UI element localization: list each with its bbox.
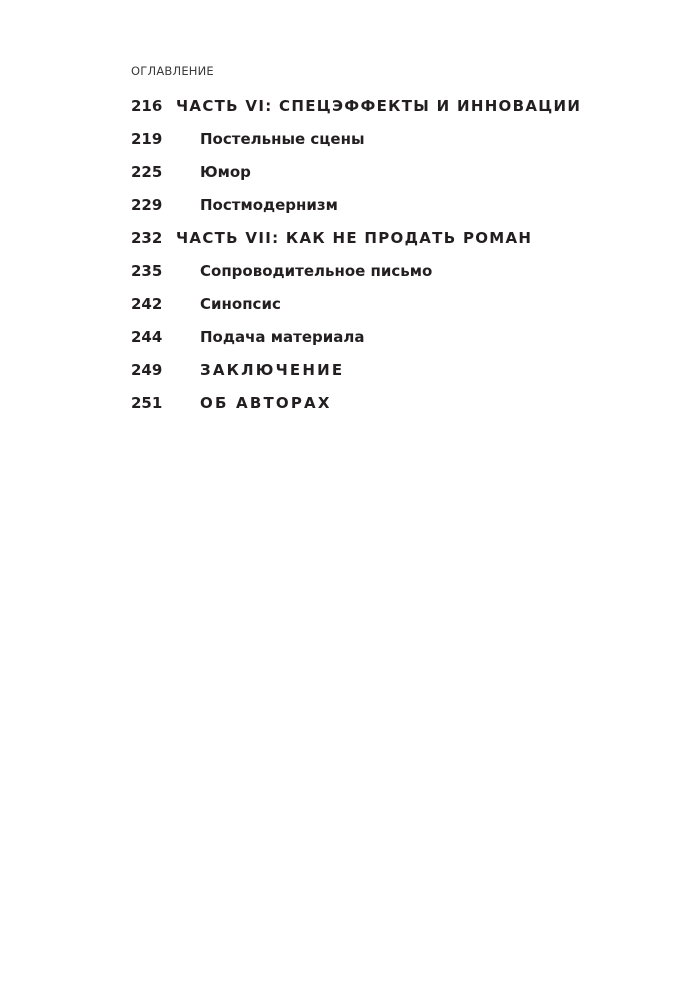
part-title: ЧАСТЬ VII: КАК НЕ ПРОДАТЬ РОМАН bbox=[176, 229, 533, 247]
page-number: 249 bbox=[131, 361, 163, 379]
running-head: ОГЛАВЛЕНИЕ bbox=[131, 64, 214, 78]
part-title: ЧАСТЬ VI: СПЕЦЭФФЕКТЫ И ИННОВАЦИИ bbox=[176, 97, 582, 115]
toc-part-row bbox=[131, 93, 651, 126]
chapter-title: Постмодернизм bbox=[200, 196, 338, 214]
section-title: ОБ АВТОРАХ bbox=[200, 394, 332, 412]
toc-part-row bbox=[131, 225, 651, 258]
page-number: 225 bbox=[131, 163, 163, 181]
toc-chapter-row bbox=[131, 126, 651, 159]
page-number: 216 bbox=[131, 97, 163, 115]
chapter-title: Юмор bbox=[200, 163, 251, 181]
chapter-title: Сопроводительное письмо bbox=[200, 262, 433, 280]
toc-chapter-row bbox=[131, 159, 651, 192]
toc-chapter-row bbox=[131, 324, 651, 357]
table-of-contents bbox=[131, 93, 651, 423]
page-number: 235 bbox=[131, 262, 163, 280]
toc-chapter-row bbox=[131, 291, 651, 324]
toc-chapter-row bbox=[131, 258, 651, 291]
toc-section-row bbox=[131, 357, 651, 390]
page-number: 232 bbox=[131, 229, 163, 247]
section-title: ЗАКЛЮЧЕНИЕ bbox=[200, 361, 345, 379]
toc-section-row bbox=[131, 390, 651, 423]
chapter-title: Постельные сцены bbox=[200, 130, 365, 148]
toc-chapter-row bbox=[131, 192, 651, 225]
page-number: 219 bbox=[131, 130, 163, 148]
chapter-title: Подача материала bbox=[200, 328, 365, 346]
page-number: 229 bbox=[131, 196, 163, 214]
chapter-title: Синопсис bbox=[200, 295, 281, 313]
page-number: 242 bbox=[131, 295, 163, 313]
page-number: 251 bbox=[131, 394, 163, 412]
page-number: 244 bbox=[131, 328, 163, 346]
